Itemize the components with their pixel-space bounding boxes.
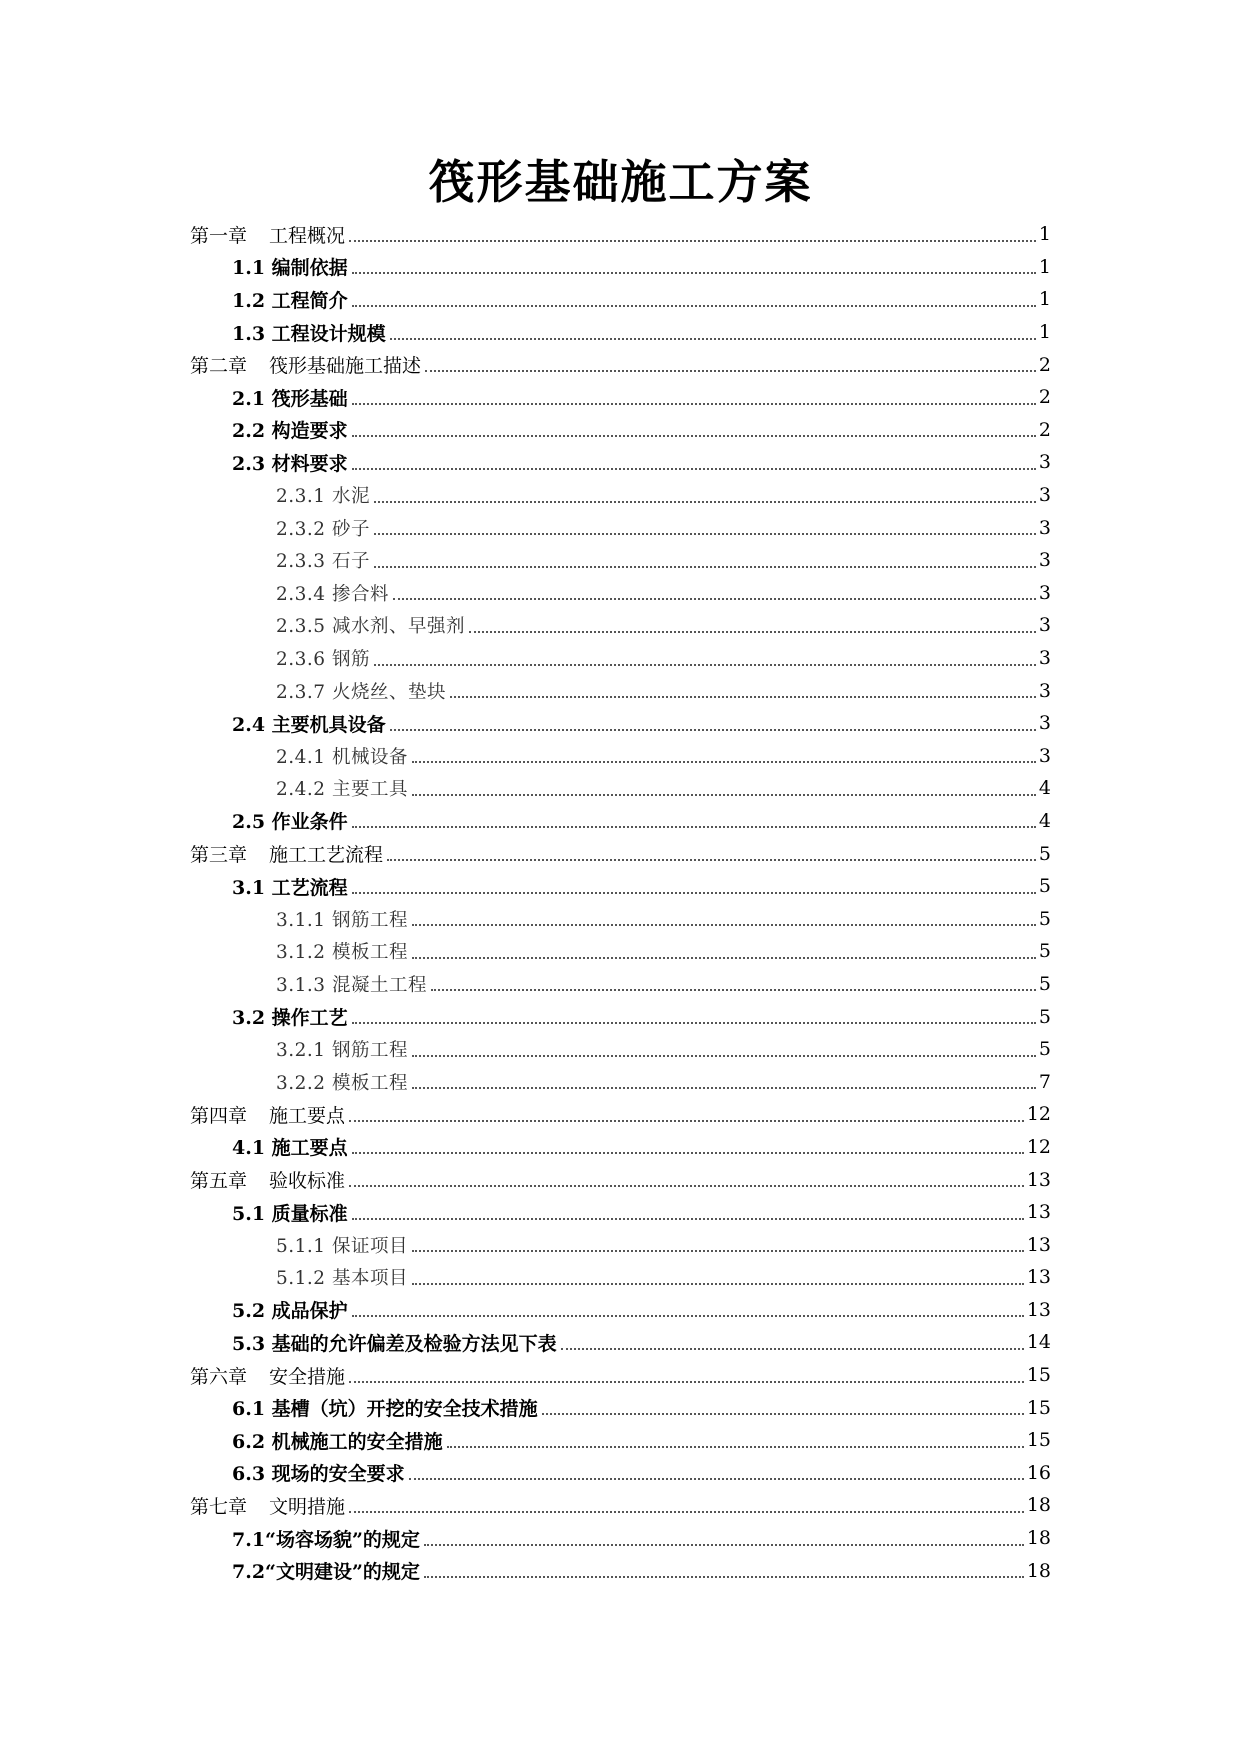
toc-dot-leader: [447, 1445, 1024, 1448]
toc-page-number: 5: [1038, 875, 1051, 898]
toc-page-number: 14: [1026, 1331, 1051, 1354]
toc-entry-label: [232, 1329, 561, 1356]
toc-dot-leader: [409, 1477, 1024, 1480]
toc-chapter-number: 第五章: [190, 1170, 248, 1193]
toc-page-number: 18: [1026, 1527, 1051, 1550]
toc-section-entry[interactable]: [0, 251, 1241, 284]
toc-entry-text: 3.2 操作工艺: [232, 1007, 348, 1030]
toc-page-number: 18: [1026, 1494, 1051, 1517]
toc-entry-label: [190, 1362, 349, 1389]
toc-entry-text: 7.1“场容场貌”的规定: [232, 1528, 420, 1551]
toc-dot-leader: [412, 793, 1036, 796]
toc-section-entry[interactable]: [0, 414, 1241, 447]
toc-entry-text: 3.1.2 模板工程: [276, 942, 408, 964]
toc-page-number: 13: [1026, 1233, 1051, 1256]
toc-entry-text: 安全措施: [269, 1365, 346, 1388]
toc-entry-label: [276, 971, 431, 997]
toc-entry-label: [276, 1069, 412, 1095]
toc-page-number: 5: [1038, 907, 1051, 930]
toc-entry-label: [276, 612, 469, 638]
toc-subsection-entry[interactable]: [0, 740, 1241, 773]
toc-dot-leader: [542, 1412, 1024, 1415]
toc-entry-text: 筏形基础施工描述: [269, 355, 422, 378]
toc-entry-label: [276, 645, 374, 671]
toc-subsection-entry[interactable]: [0, 1033, 1241, 1066]
toc-chapter-number: 第二章: [190, 355, 248, 378]
toc-section-entry[interactable]: [0, 316, 1241, 349]
toc-entry-text: 3.1 工艺流程: [232, 876, 348, 899]
toc-chapter-entry[interactable]: [0, 218, 1241, 251]
toc-section-entry[interactable]: [0, 805, 1241, 838]
toc-chapter-number: 第一章: [190, 224, 248, 247]
toc-subsection-entry[interactable]: [0, 1261, 1241, 1294]
toc-entry-text: 1.2 工程简介: [232, 289, 348, 312]
toc-chapter-entry[interactable]: [0, 348, 1241, 381]
toc-subsection-entry[interactable]: [0, 544, 1241, 577]
toc-entry-label: [232, 1427, 447, 1454]
toc-chapter-entry[interactable]: [0, 1359, 1241, 1392]
toc-page-number: 3: [1038, 679, 1051, 702]
toc-dot-leader: [352, 1021, 1036, 1024]
toc-page-number: 13: [1026, 1266, 1051, 1289]
toc-dot-leader: [387, 858, 1036, 861]
toc-page-number: 1: [1038, 223, 1051, 246]
toc-entry-text: 7.2“文明建设”的规定: [232, 1561, 420, 1584]
toc-dot-leader: [374, 532, 1036, 535]
toc-page-number: 12: [1026, 1103, 1051, 1126]
toc-entry-label: [232, 384, 352, 411]
toc-dot-leader: [390, 337, 1036, 340]
toc-entry-label: [232, 286, 352, 313]
toc-entry-text: 4.1 施工要点: [232, 1137, 348, 1160]
toc-dot-leader: [374, 663, 1036, 666]
toc-section-entry[interactable]: [0, 381, 1241, 414]
toc-dot-leader: [352, 1217, 1024, 1220]
table-of-contents: [0, 218, 1241, 1587]
toc-entry-label: [276, 743, 412, 769]
toc-dot-leader: [425, 369, 1036, 372]
toc-entry-label: [232, 319, 390, 346]
toc-page-number: 7: [1038, 1070, 1051, 1093]
toc-dot-leader: [352, 271, 1036, 274]
toc-page-number: 1: [1038, 288, 1051, 311]
toc-page-number: 4: [1038, 777, 1051, 800]
toc-section-entry[interactable]: [0, 1391, 1241, 1424]
toc-dot-leader: [431, 988, 1036, 991]
toc-dot-leader: [412, 760, 1036, 763]
toc-page-number: 2: [1038, 418, 1051, 441]
toc-entry-text: 5.1.2 基本项目: [276, 1268, 408, 1290]
toc-dot-leader: [349, 1119, 1024, 1122]
toc-page-number: 12: [1026, 1135, 1051, 1158]
toc-section-entry[interactable]: [0, 1294, 1241, 1327]
toc-subsection-entry[interactable]: [0, 935, 1241, 968]
toc-subsection-entry[interactable]: [0, 968, 1241, 1001]
toc-page-number: 13: [1026, 1168, 1051, 1191]
toc-dot-leader: [424, 1575, 1024, 1578]
toc-entry-label: [190, 221, 349, 248]
toc-page-number: 3: [1038, 451, 1051, 474]
toc-section-entry[interactable]: [0, 707, 1241, 740]
document-title: 筏形基础施工方案: [428, 155, 813, 209]
toc-subsection-entry[interactable]: [0, 479, 1241, 512]
toc-entry-label: [232, 1459, 409, 1486]
toc-chapter-number: 第三章: [190, 844, 248, 867]
toc-page-number: 5: [1038, 940, 1051, 963]
toc-entry-label: [232, 1557, 424, 1584]
toc-subsection-entry[interactable]: [0, 577, 1241, 610]
toc-section-entry[interactable]: [0, 1457, 1241, 1490]
toc-section-entry[interactable]: [0, 1554, 1241, 1587]
toc-entry-label: [232, 253, 352, 280]
toc-entry-label: [276, 906, 412, 932]
toc-page-number: 16: [1026, 1461, 1051, 1484]
toc-entry-label: [232, 449, 352, 476]
toc-section-entry[interactable]: [0, 1196, 1241, 1229]
toc-entry-label: [232, 873, 352, 900]
toc-dot-leader: [352, 1314, 1024, 1317]
toc-page-number: 3: [1038, 581, 1051, 604]
toc-section-entry[interactable]: [0, 1131, 1241, 1164]
toc-entry-label: [276, 678, 450, 704]
toc-dot-leader: [412, 1282, 1024, 1285]
toc-entry-label: [276, 482, 374, 508]
toc-dot-leader: [352, 891, 1036, 894]
toc-entry-text: 验收标准: [269, 1170, 346, 1193]
toc-entry-text: 2.5 作业条件: [232, 811, 348, 834]
toc-entry-text: 1.1 编制依据: [232, 257, 348, 280]
toc-section-entry[interactable]: [0, 1522, 1241, 1555]
toc-entry-text: 5.1.1 保证项目: [276, 1235, 408, 1257]
toc-entry-label: [232, 1296, 352, 1323]
toc-entry-label: [276, 1264, 412, 1290]
toc-dot-leader: [561, 1347, 1024, 1350]
toc-entry-text: 2.3.1 水泥: [276, 486, 370, 508]
toc-page-number: 5: [1038, 1005, 1051, 1028]
toc-entry-label: [232, 416, 352, 443]
toc-entry-label: [232, 710, 390, 737]
toc-entry-text: 施工要点: [269, 1104, 346, 1127]
toc-page-number: 13: [1026, 1201, 1051, 1224]
toc-dot-leader: [349, 1184, 1024, 1187]
toc-page-number: 4: [1038, 809, 1051, 832]
toc-section-entry[interactable]: [0, 1000, 1241, 1033]
toc-dot-leader: [349, 1510, 1024, 1513]
toc-entry-text: 2.3.6 钢筋: [276, 649, 370, 671]
toc-entry-label: [232, 807, 352, 834]
toc-page-number: 13: [1026, 1298, 1051, 1321]
toc-page-number: 3: [1038, 647, 1051, 670]
toc-subsection-entry[interactable]: [0, 1228, 1241, 1261]
toc-entry-label: [232, 1394, 542, 1421]
toc-dot-leader: [352, 402, 1036, 405]
toc-entry-text: 2.3.2 砂子: [276, 518, 370, 540]
toc-page-number: 15: [1026, 1364, 1051, 1387]
toc-page-number: 1: [1038, 255, 1051, 278]
toc-page-number: 5: [1038, 842, 1051, 865]
toc-dot-leader: [349, 1380, 1024, 1383]
toc-dot-leader: [412, 1054, 1036, 1057]
toc-dot-leader: [374, 565, 1036, 568]
toc-entry-label: [190, 1166, 349, 1193]
toc-entry-text: 2.4 主要机具设备: [232, 713, 386, 736]
toc-subsection-entry[interactable]: [0, 902, 1241, 935]
toc-entry-text: 2.3.4 掺合料: [276, 583, 389, 605]
toc-entry-label: [232, 1199, 352, 1226]
toc-entry-label: [276, 938, 412, 964]
toc-dot-leader: [352, 304, 1036, 307]
toc-section-entry[interactable]: [0, 283, 1241, 316]
toc-dot-leader: [424, 1543, 1024, 1546]
toc-subsection-entry[interactable]: [0, 1065, 1241, 1098]
toc-dot-leader: [374, 500, 1036, 503]
toc-page-number: 15: [1026, 1429, 1051, 1452]
toc-entry-label: [190, 1101, 349, 1128]
toc-dot-leader: [352, 1151, 1024, 1154]
toc-entry-label: [276, 515, 374, 541]
toc-section-entry[interactable]: [0, 1326, 1241, 1359]
toc-section-entry[interactable]: [0, 870, 1241, 903]
toc-entry-text: 文明措施: [269, 1495, 346, 1518]
toc-subsection-entry[interactable]: [0, 609, 1241, 642]
toc-chapter-number: 第六章: [190, 1365, 248, 1388]
toc-page-number: 3: [1038, 712, 1051, 735]
toc-page-number: 3: [1038, 744, 1051, 767]
toc-entry-text: 2.3 材料要求: [232, 452, 348, 475]
toc-dot-leader: [412, 1086, 1036, 1089]
toc-dot-leader: [393, 597, 1036, 600]
toc-entry-text: 3.2.1 钢筋工程: [276, 1040, 408, 1062]
toc-entry-label: [232, 1525, 424, 1552]
toc-entry-label: [276, 1036, 412, 1062]
toc-entry-text: 3.1.3 混凝土工程: [276, 974, 427, 996]
toc-dot-leader: [352, 467, 1036, 470]
toc-entry-label: [190, 351, 425, 378]
toc-chapter-entry[interactable]: [0, 1098, 1241, 1131]
toc-page-number: 15: [1026, 1396, 1051, 1419]
toc-page-number: 3: [1038, 516, 1051, 539]
toc-entry-text: 2.4.2 主要工具: [276, 779, 408, 801]
toc-page-number: 5: [1038, 1038, 1051, 1061]
toc-dot-leader: [349, 239, 1036, 242]
toc-entry-text: 工程概况: [269, 224, 346, 247]
toc-chapter-number: 第七章: [190, 1495, 248, 1518]
toc-chapter-entry[interactable]: [0, 837, 1241, 870]
toc-entry-text: 3.1.1 钢筋工程: [276, 909, 408, 931]
toc-dot-leader: [469, 630, 1036, 633]
toc-section-entry[interactable]: [0, 1424, 1241, 1457]
toc-dot-leader: [352, 434, 1036, 437]
toc-page-number: 1: [1038, 321, 1051, 344]
toc-subsection-entry[interactable]: [0, 674, 1241, 707]
toc-page-number: 18: [1026, 1559, 1051, 1582]
toc-entry-text: 5.1 质量标准: [232, 1202, 348, 1225]
toc-subsection-entry[interactable]: [0, 511, 1241, 544]
toc-entry-text: 2.4.1 机械设备: [276, 746, 408, 768]
toc-entry-label: [190, 1492, 349, 1519]
toc-dot-leader: [450, 695, 1036, 698]
toc-entry-text: 6.2 机械施工的安全措施: [232, 1430, 443, 1453]
toc-entry-label: [276, 547, 374, 573]
toc-entry-text: 2.3.3 石子: [276, 551, 370, 573]
toc-dot-leader: [412, 1249, 1024, 1252]
toc-entry-text: 6.1 基槽（坑）开挖的安全技术措施: [232, 1398, 538, 1421]
toc-entry-text: 2.2 构造要求: [232, 420, 348, 443]
toc-entry-text: 施工工艺流程: [269, 844, 384, 867]
toc-entry-label: [232, 1003, 352, 1030]
toc-dot-leader: [352, 825, 1036, 828]
toc-page-number: 5: [1038, 972, 1051, 995]
toc-page-number: 2: [1038, 353, 1051, 376]
toc-entry-text: 6.3 现场的安全要求: [232, 1463, 405, 1486]
toc-entry-text: 2.3.5 减水剂、早强剂: [276, 616, 465, 638]
toc-chapter-entry[interactable]: [0, 1163, 1241, 1196]
toc-chapter-entry[interactable]: [0, 1489, 1241, 1522]
toc-entry-text: 3.2.2 模板工程: [276, 1072, 408, 1094]
toc-entry-text: 1.3 工程设计规模: [232, 322, 386, 345]
toc-page-number: 3: [1038, 614, 1051, 637]
toc-entry-text: 2.1 筏形基础: [232, 387, 348, 410]
toc-dot-leader: [412, 956, 1036, 959]
toc-page-number: 2: [1038, 386, 1051, 409]
toc-subsection-entry[interactable]: [0, 642, 1241, 675]
toc-subsection-entry[interactable]: [0, 772, 1241, 805]
toc-entry-label: [276, 580, 393, 606]
toc-dot-leader: [412, 923, 1036, 926]
toc-entry-label: [276, 775, 412, 801]
toc-dot-leader: [390, 728, 1036, 731]
toc-entry-text: 2.3.7 火烧丝、垫块: [276, 681, 446, 703]
toc-entry-text: 5.2 成品保护: [232, 1300, 348, 1323]
toc-entry-text: 5.3 基础的允许偏差及检验方法见下表: [232, 1332, 557, 1355]
toc-entry-label: [190, 840, 387, 867]
toc-page-number: 3: [1038, 549, 1051, 572]
toc-chapter-number: 第四章: [190, 1104, 248, 1127]
toc-entry-label: [232, 1133, 352, 1160]
toc-entry-label: [276, 1232, 412, 1258]
toc-section-entry[interactable]: [0, 446, 1241, 479]
toc-page-number: 3: [1038, 484, 1051, 507]
